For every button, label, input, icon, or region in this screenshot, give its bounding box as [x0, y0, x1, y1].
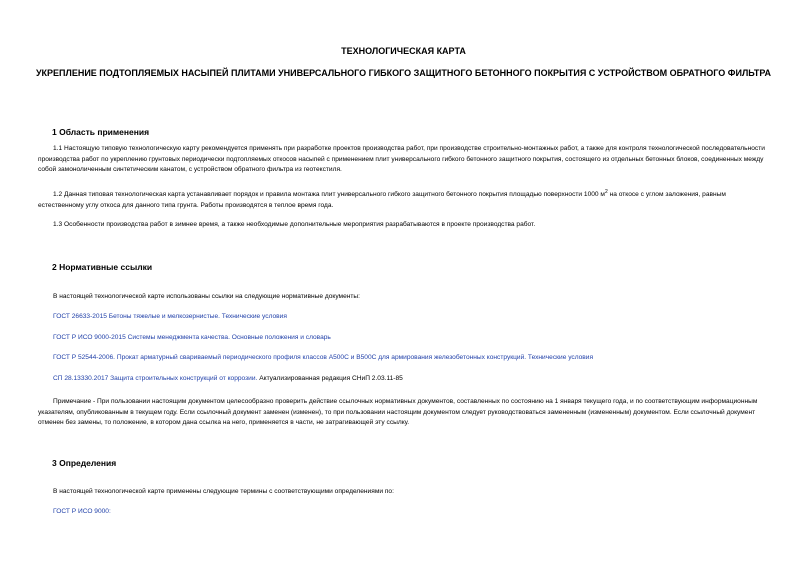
- reference-link-gost-iso-9000[interactable]: ГОСТ Р ИСО 9000-2015 Системы менеджмента качества. Основные положения и словарь: [53, 334, 331, 341]
- reference-link-gost-52544[interactable]: ГОСТ Р 52544-2006. Прокат арматурный свариваемый периодического профиля классов А500С и В500С для армирования железобетонных конструкций. Технические условия: [53, 354, 594, 361]
- section-2-intro: В настоящей технологической карте использованы ссылки на следующие нормативные документы:: [53, 293, 360, 300]
- reference-sp-28-tail: Актуализированная редакция СНиП 2.03.11-85: [257, 375, 403, 382]
- reference-sp-28: [53, 375, 403, 382]
- reference-link-gost-iso-9000-def[interactable]: ГОСТ Р ИСО 9000:: [53, 508, 111, 515]
- reference-link-sp-28[interactable]: СП 28.13330.2017 Защита строительных конструкций от коррозии.: [53, 375, 258, 382]
- paragraph-1-2: [38, 187, 766, 211]
- section-3-intro: В настоящей технологической карте применены следующие термины с соответствующими определениями по:: [53, 488, 394, 495]
- paragraph-1-2-text-b: на откосе с углом заложения, равным естественному углу откоса для данного типа грунта. Работы производятся в теплое время года.: [38, 191, 726, 209]
- section-heading-1: 1 Область применения: [52, 127, 150, 137]
- section-heading-3: 3 Определения: [52, 458, 117, 468]
- paragraph-1-2-text-a: 1.2 Данная типовая технологическая карта устанавливает порядок и правила монтажа плит универсального гибкого защитного бетонного покрытия площадью поверхности 1000 м: [53, 191, 605, 199]
- paragraph-1-1: 1.1 Настоящую типовую технологическую карту рекомендуется применять при разработке проектов производства работ, при производстве строительно-монтажных работ, а также для контроля технологической последовательности производства работ по укреплению грунтовых периодически подтопляемых откосов насыпей с применением плит универсального гибкого бетонного защитного покрытия, состоящего из отдельных бетонных блоков, соединенных между собой замоноличенным синтетическим канатом, с устройством обратного фильтра из геотекстиля.: [38, 145, 765, 173]
- paragraph-1-3: 1.3 Особенности производства работ в зимнее время, а также необходимые дополнительные мероприятия разрабатываются в проекте производства работ.: [53, 221, 536, 228]
- doc-title: ТЕХНОЛОГИЧЕСКАЯ КАРТА: [341, 46, 466, 56]
- paragraph-1-2-sup: 2: [604, 189, 608, 195]
- reference-link-gost-26633[interactable]: ГОСТ 26633-2015 Бетоны тяжелые и мелкозернистые. Технические условия: [53, 313, 287, 320]
- section-heading-2: 2 Нормативные ссылки: [52, 262, 153, 272]
- doc-subtitle: УКРЕПЛЕНИЕ ПОДТОПЛЯЕМЫХ НАСЫПЕЙ ПЛИТАМИ УНИВЕРСАЛЬНОГО ГИБКОГО ЗАЩИТНОГО БЕТОННОГО ПОКРЫТИЯ С УСТРОЙСТВОМ ОБРАТНОГО ФИЛЬТРА: [35, 68, 772, 78]
- section-2-note: Примечание - При пользовании настоящим документом целесообразно проверить действие ссылочных нормативных документов, составленных по состоянию на 1 января текущего года, и по соответствующим информационным указателям, опубликованным в текущем году. Если ссылочный документ заменен (изменен), то при пользовании настоящим документом следует руководствоваться замененным (измененным) документом. Если ссылочный документ отменен без замены, то положение, в котором дана ссылка на него, применяется в части, не затрагивающей эту ссылку.: [38, 398, 758, 426]
